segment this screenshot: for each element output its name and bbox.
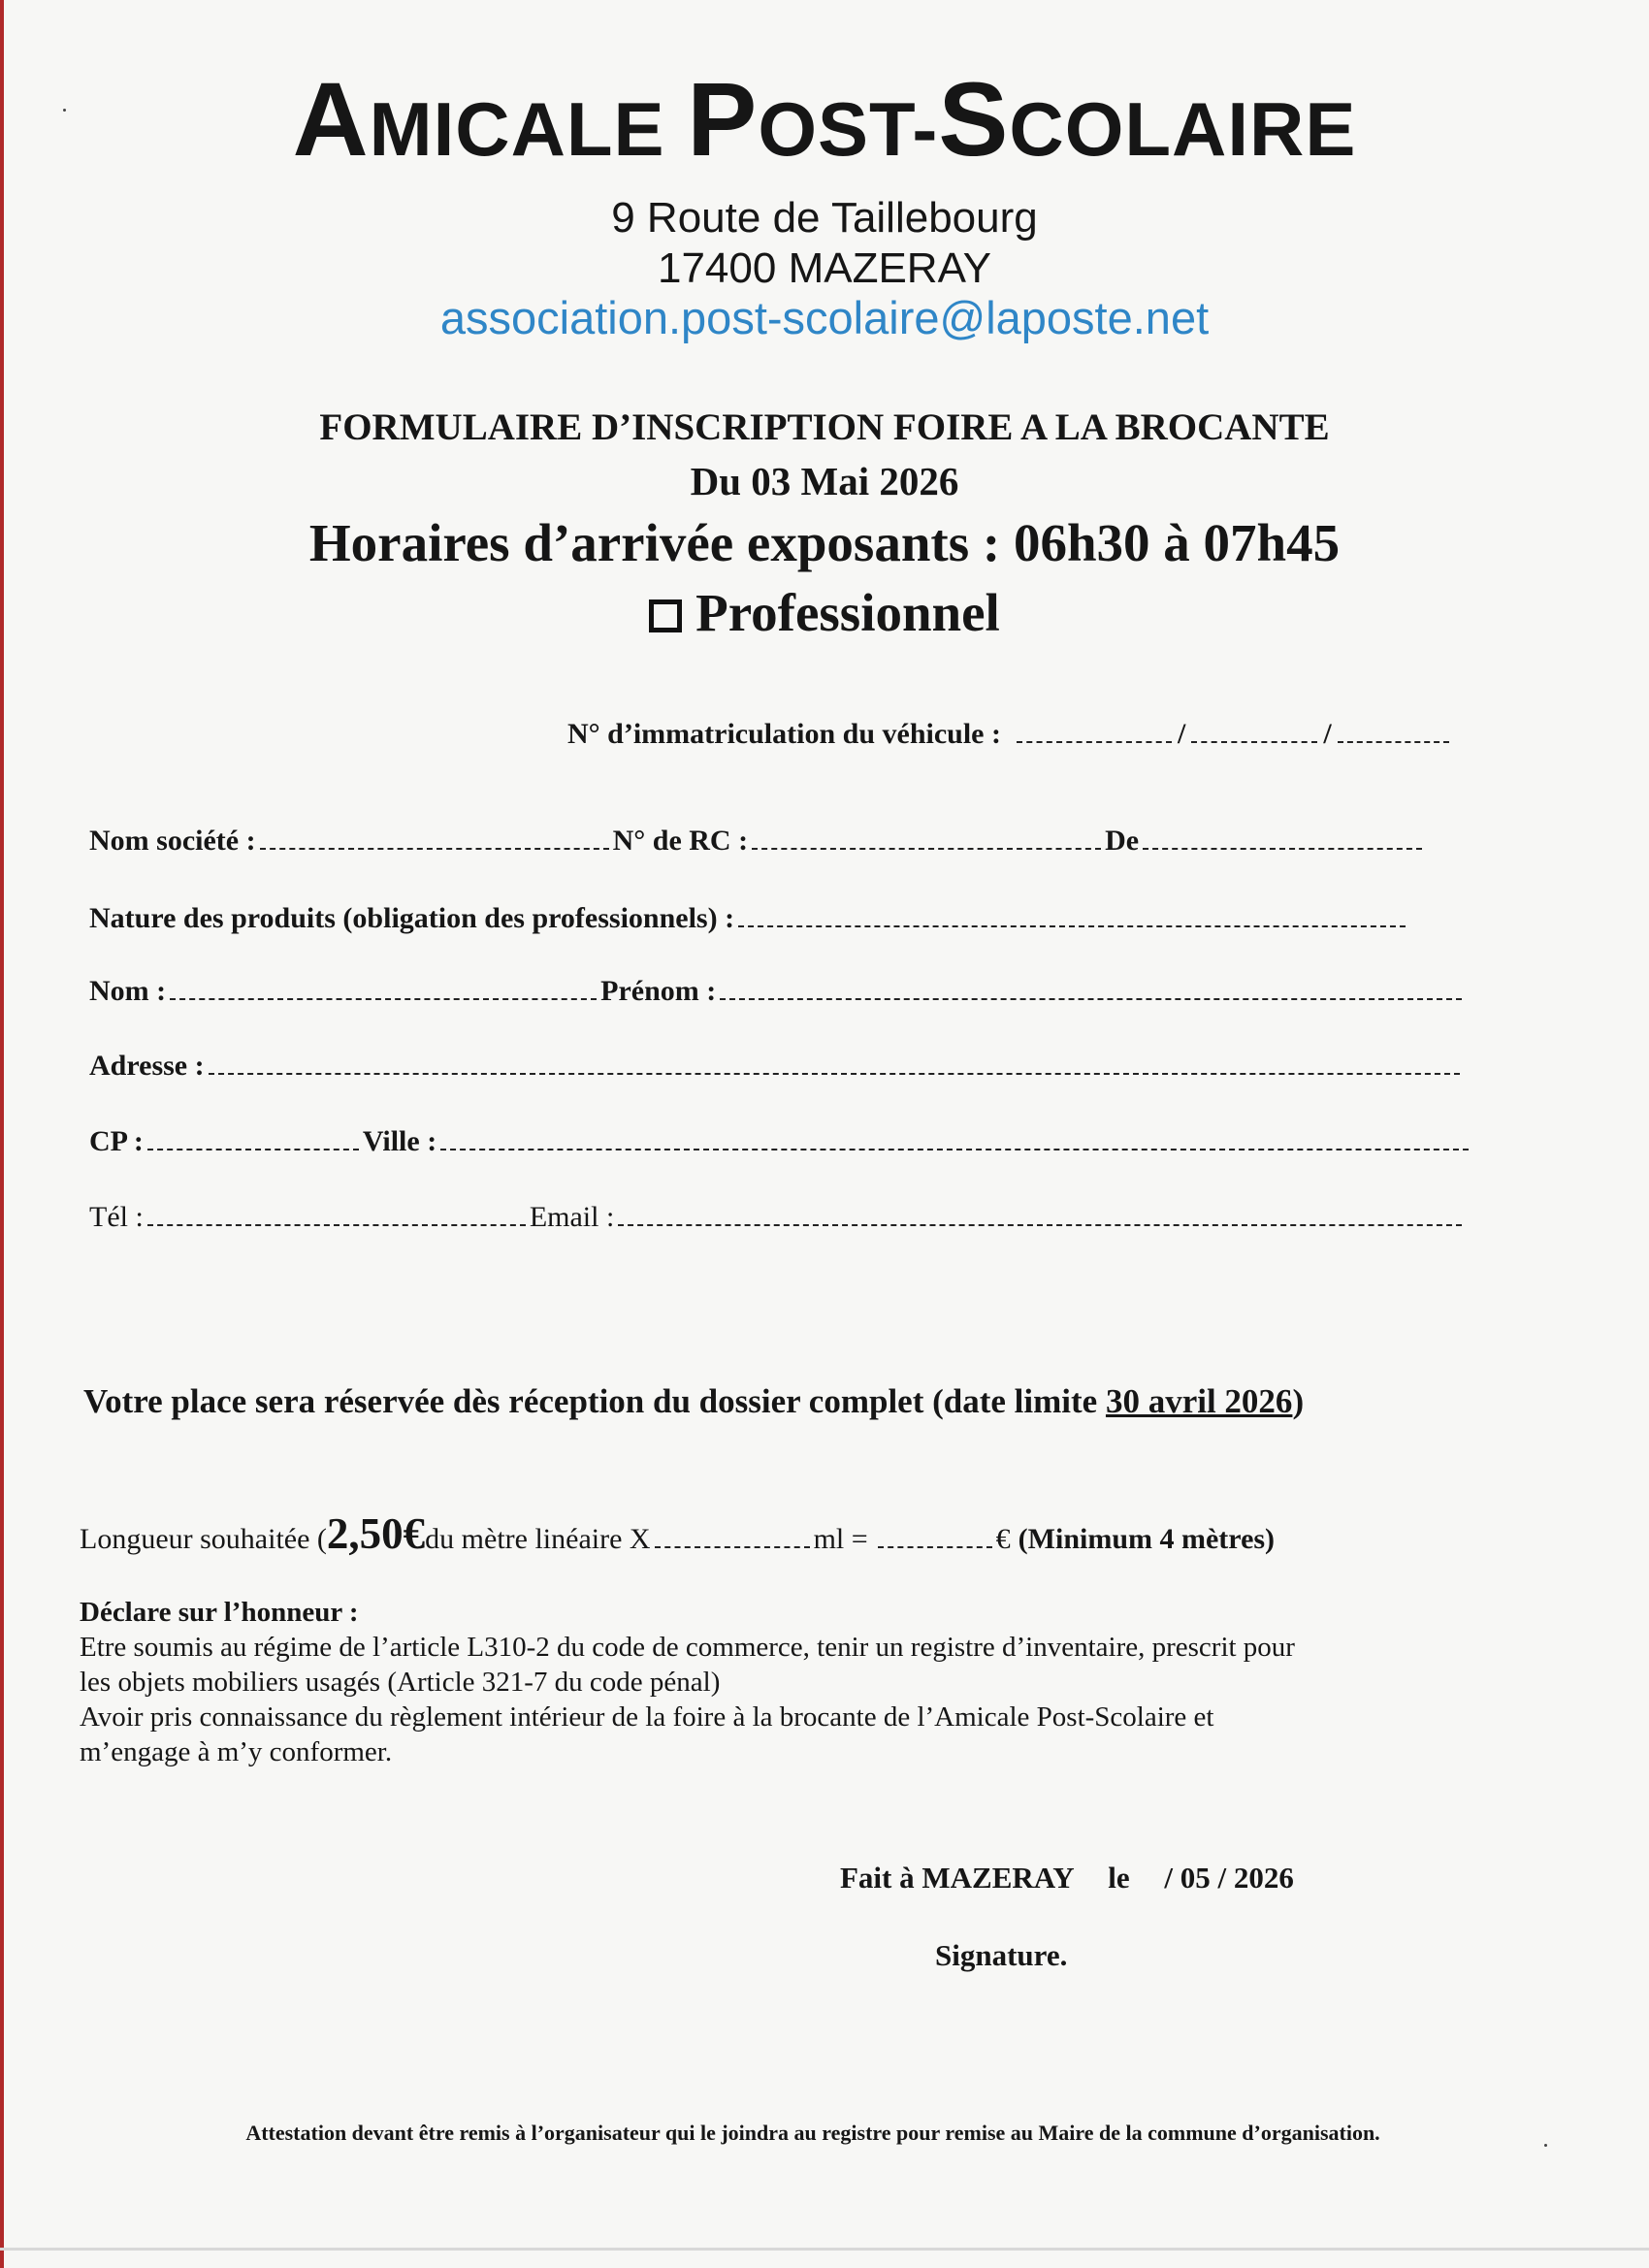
contact-row <box>89 1201 1466 1234</box>
declaration-line-2: les objets mobiliers usagés (Article 321-7 du code pénal) <box>80 1667 721 1698</box>
address-label: Adresse : <box>89 1050 205 1082</box>
last-name-label: Nom : <box>89 975 167 1007</box>
name-row <box>89 975 1466 1008</box>
address-field[interactable] <box>209 1052 1460 1075</box>
vehicle-registration-label: N° d’immatriculation du véhicule : <box>567 718 1001 750</box>
professionnel-checkbox[interactable] <box>649 599 682 632</box>
products-nature-label: Nature des produits (obligation des professionnels) : <box>89 902 735 934</box>
pricing-row <box>80 1508 1275 1559</box>
rc-number-field[interactable] <box>752 826 1101 850</box>
total-price-field[interactable] <box>878 1525 992 1548</box>
city-label: Ville : <box>362 1125 437 1157</box>
city-row <box>89 1125 1472 1158</box>
pricing-ml: ml = <box>813 1523 868 1555</box>
vehicle-registration-part-1[interactable] <box>1017 720 1172 743</box>
scan-speck <box>1544 2144 1547 2147</box>
registration-slash-1: / <box>1177 718 1186 750</box>
title-part-micale: MICALE <box>369 86 688 172</box>
rc-de-label: De <box>1105 825 1140 857</box>
declaration <box>80 1595 1515 1769</box>
title-initial-p: P <box>687 60 759 178</box>
price-per-meter: 2,50€ <box>326 1509 426 1558</box>
products-row <box>89 902 1409 935</box>
pricing-euro: € <box>995 1523 1011 1555</box>
title-initial-s: S <box>938 60 1010 178</box>
declaration-line-3: Avoir pris connaissance du règlement intérieur de la foire à la brocante de l’Amicale Post-Scolaire et <box>80 1701 1214 1733</box>
reservation-notice <box>83 1382 1304 1421</box>
vehicle-registration-row <box>567 718 1453 751</box>
title-initial-a: A <box>292 60 370 178</box>
postal-code-label: CP : <box>89 1125 144 1157</box>
first-name-label: Prénom : <box>600 975 717 1007</box>
vehicle-registration-part-2[interactable] <box>1191 720 1317 743</box>
address-row <box>89 1050 1464 1083</box>
pricing-unit: du mètre linéaire X <box>425 1523 651 1555</box>
signature-date: / 05 / 2026 <box>1164 1861 1294 1895</box>
vehicle-registration-part-3[interactable] <box>1338 720 1449 743</box>
signature-place-date <box>840 1861 1294 1895</box>
phone-field[interactable] <box>147 1203 526 1226</box>
declaration-line-4: m’engage à m’y conformer. <box>80 1736 393 1767</box>
professionnel-label: Professionnel <box>695 583 1000 642</box>
email-field[interactable] <box>618 1203 1462 1226</box>
contact-email: association.post-scolaire@laposte.net <box>439 292 1210 343</box>
pricing-label: Longueur souhaitée ( <box>80 1523 327 1555</box>
title-part-ost: OST- <box>758 86 939 172</box>
rc-de-field[interactable] <box>1143 826 1422 850</box>
address-line-2: 17400 MAZERAY <box>657 244 991 292</box>
length-field[interactable] <box>655 1525 810 1548</box>
first-name-field[interactable] <box>720 977 1462 1000</box>
signature-le: le <box>1108 1861 1130 1895</box>
products-nature-field[interactable] <box>738 904 1406 927</box>
reservation-close: ) <box>1292 1382 1305 1420</box>
email-label: Email : <box>529 1201 615 1233</box>
declaration-line-1: Etre soumis au régime de l’article L310-2 du code de commerce, tenir un registre d’inventaire, prescrit pour <box>80 1632 1295 1663</box>
reservation-text: Votre place sera réservée dès réception du dossier complet (date limite <box>83 1382 1106 1420</box>
last-name-field[interactable] <box>170 977 597 1000</box>
registration-slash-2: / <box>1323 718 1332 750</box>
organization-title <box>0 58 1649 179</box>
postal-code-field[interactable] <box>147 1127 359 1150</box>
signature-place: Fait à MAZERAY <box>840 1861 1074 1895</box>
city-field[interactable] <box>440 1127 1469 1150</box>
title-part-colaire: COLAIRE <box>1009 86 1357 172</box>
category-professionnel <box>0 582 1649 643</box>
arrival-hours: Horaires d’arrivée exposants : 06h30 à 07h45 <box>308 513 1341 572</box>
phone-label: Tél : <box>89 1201 144 1233</box>
signature-label: Signature. <box>935 1938 1068 1972</box>
pricing-minimum: (Minimum 4 mètres) <box>1018 1523 1276 1555</box>
scan-bottom-edge <box>0 2248 1649 2251</box>
reservation-deadline: 30 avril 2026 <box>1105 1382 1293 1420</box>
company-row <box>89 825 1426 858</box>
company-name-field[interactable] <box>260 826 609 850</box>
rc-number-label: N° de RC : <box>612 825 749 857</box>
declaration-heading: Déclare sur l’honneur : <box>80 1597 359 1628</box>
scan-speck <box>63 109 66 112</box>
company-name-label: Nom société : <box>89 825 256 857</box>
event-date: Du 03 Mai 2026 <box>690 459 959 503</box>
address-line-1: 9 Route de Taillebourg <box>611 194 1038 242</box>
footer-attestation: Attestation devant être remis à l’organisateur qui le joindra au registre pour remise au Maire de la commune d’organisation. <box>245 2121 1380 2145</box>
form-title: FORMULAIRE D’INSCRIPTION FOIRE A LA BROCANTE <box>319 406 1330 448</box>
